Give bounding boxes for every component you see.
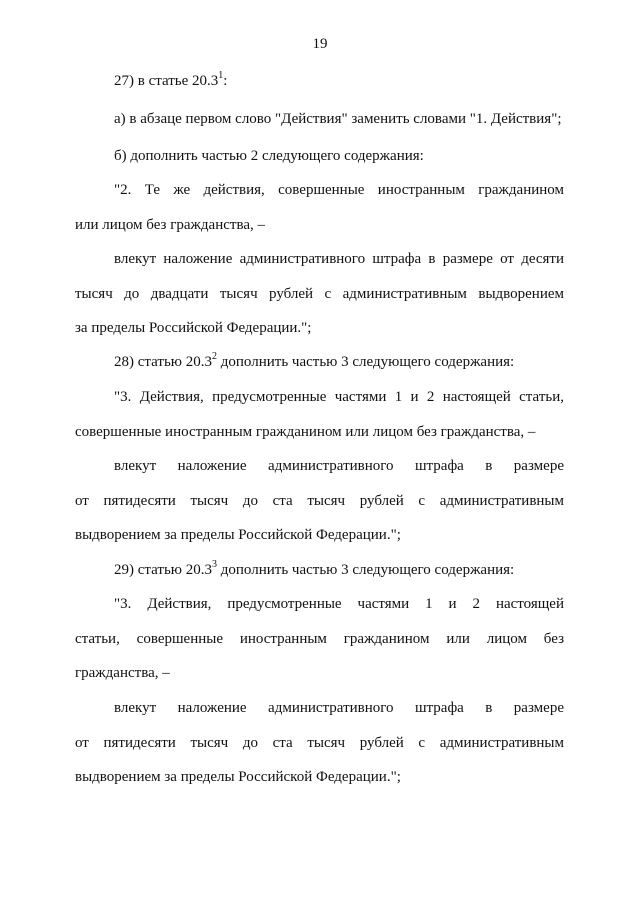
quote-line: или лицом без гражданства, –	[75, 217, 265, 233]
quote-line: гражданства, –	[75, 665, 170, 681]
quote-line: "3. Действия, предусмотренные частями 1 и 2 настоящей статьи,	[114, 389, 564, 405]
page-number: 19	[312, 36, 328, 52]
penalty-line: от пятидесяти тысяч до ста тысяч рублей с административным	[75, 493, 564, 509]
penalty-line: влекут наложение административного штрафа в размере	[114, 458, 564, 474]
quote-line: статьи, совершенные иностранным гражданином или лицом без	[75, 631, 564, 647]
penalty-line: за пределы Российской Федерации.";	[75, 320, 312, 336]
penalty-line: влекут наложение административного штрафа в размере	[114, 700, 564, 716]
penalty-line: влекут наложение административного штрафа в размере от десяти	[114, 251, 564, 267]
penalty-line: выдворением за пределы Российской Федерации.";	[75, 527, 401, 543]
item-27: 27) в статье 20.3$^1$:	[114, 70, 228, 89]
penalty-line: выдворением за пределы Российской Федерации.";	[75, 769, 401, 785]
subitem-a: а) в абзаце первом слово "Действия" заменить словами "1. Действия";	[114, 111, 562, 127]
quote-line: совершенные иностранным гражданином или лицом без гражданства, –	[75, 424, 536, 440]
subitem-b: б) дополнить частью 2 следующего содержания:	[114, 148, 424, 164]
item-28: 28) статью 20.3$^2$ дополнить частью 3 следующего содержания:	[114, 351, 515, 370]
penalty-line: тысяч до двадцати тысяч рублей с административным выдворением	[75, 286, 564, 302]
item-29: 29) статью 20.3$^3$ дополнить частью 3 следующего содержания:	[114, 559, 515, 578]
penalty-line: от пятидесяти тысяч до ста тысяч рублей с административным	[75, 735, 564, 751]
quote-line: "3. Действия, предусмотренные частями 1 и 2 настоящей	[114, 596, 564, 612]
quote-line: "2. Те же действия, совершенные иностранным гражданином	[114, 182, 564, 198]
